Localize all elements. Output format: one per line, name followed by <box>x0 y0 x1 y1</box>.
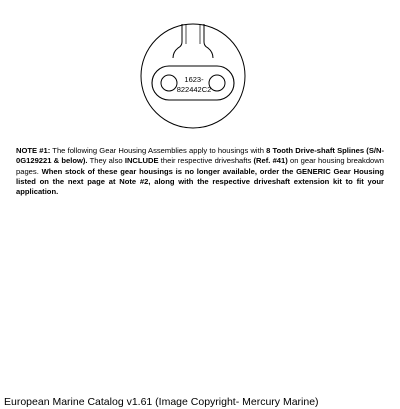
note-segment: on gear housing breakdown pages. <box>16 156 384 176</box>
note-segment: When stock of these gear housings is no longer available, order the GENERIC Gear Housing listed on the next page at Note #2, along with the respective driveshaft extension kit to fit your application. <box>16 166 384 197</box>
note-1-paragraph <box>16 146 384 197</box>
bolt-hole-left <box>161 75 177 91</box>
part-label-line1: 1623- <box>184 75 204 84</box>
gear-housing-mount-diagram <box>140 8 246 132</box>
slot-inner-groove <box>186 24 200 44</box>
bolt-hole-right <box>209 75 225 91</box>
note-segment: their respective driveshafts <box>158 156 254 166</box>
shaft-slot <box>173 24 213 58</box>
note-segment: NOTE #1: <box>16 146 51 155</box>
note-segment: 8 Tooth Drive-shaft Splines (S/N-0G129221 & below). <box>16 146 385 166</box>
footer-caption: European Marine Catalog v1.61 (Image Copyright- Mercury Marine) <box>4 396 319 408</box>
note-segment: INCLUDE <box>124 156 159 166</box>
note-segment: (Ref. #41) <box>253 156 288 166</box>
note-segment: They also <box>87 156 125 166</box>
part-label-line2: 822442C2 <box>176 85 212 94</box>
note-segment: The following Gear Housing Assemblies apply to housings with <box>50 146 267 155</box>
